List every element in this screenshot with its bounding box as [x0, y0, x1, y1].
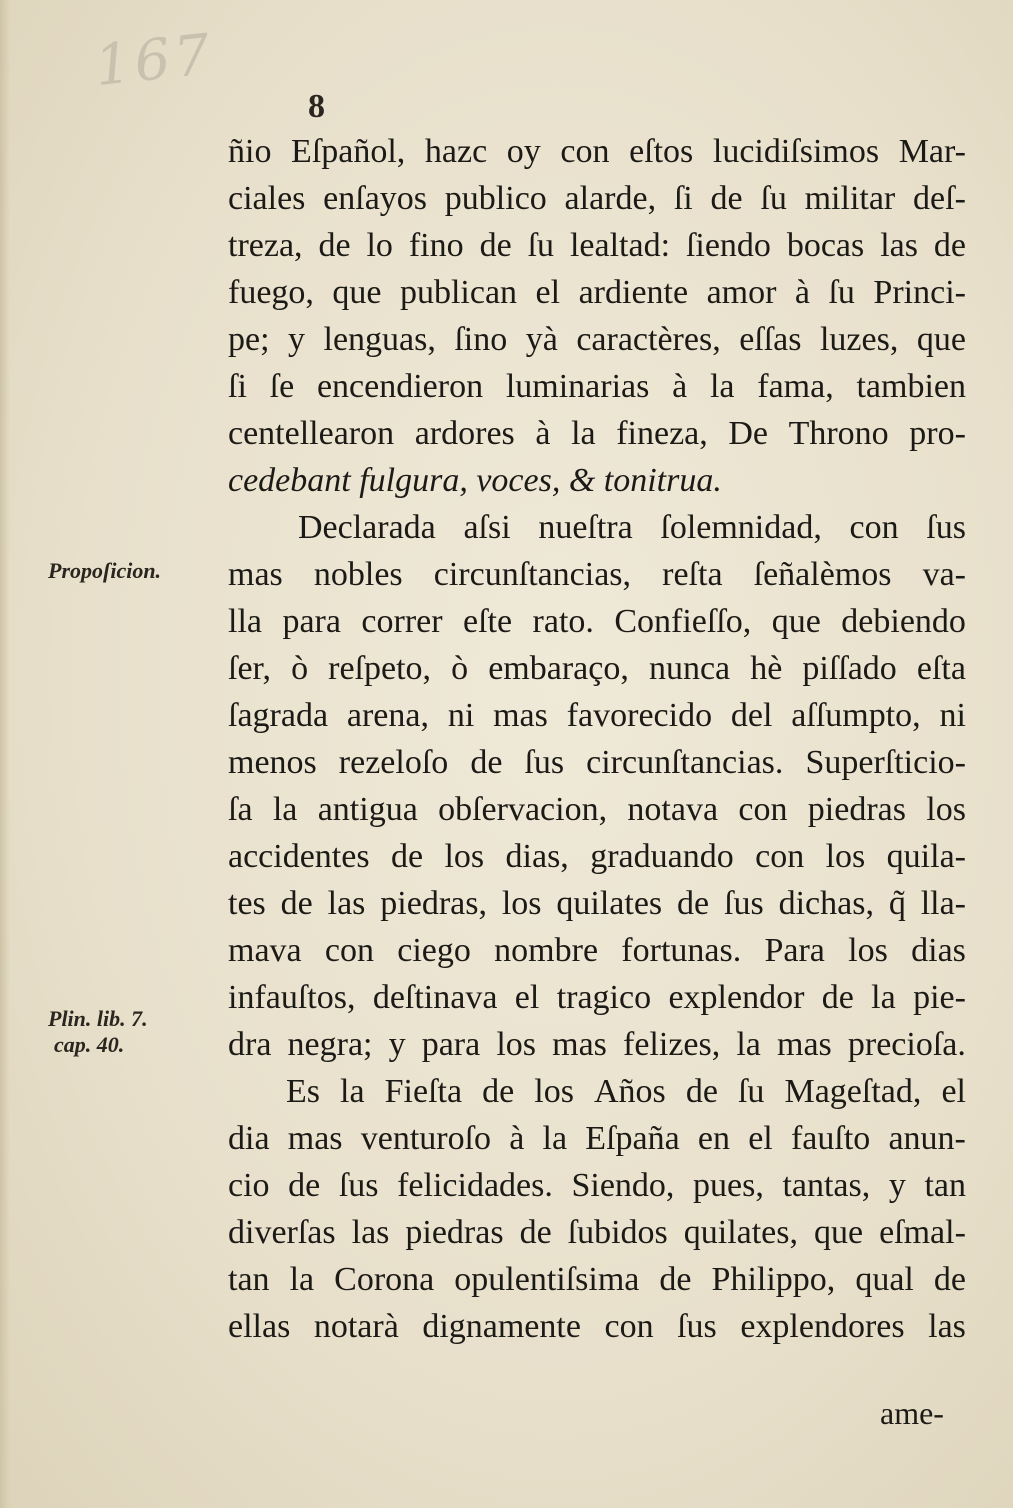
- word: enſayos: [323, 180, 428, 217]
- word: tambien: [856, 368, 966, 405]
- word: Mageſtad,: [784, 1073, 922, 1110]
- word: embaraço,: [488, 650, 629, 687]
- text-line: [228, 833, 966, 880]
- word: el: [941, 1073, 966, 1110]
- word: de: [390, 838, 424, 875]
- word: Para: [764, 932, 825, 969]
- text-line: [228, 692, 966, 739]
- word: à: [794, 274, 810, 311]
- word: anun-: [888, 1120, 966, 1157]
- word: de: [280, 885, 313, 922]
- text-line: [228, 927, 966, 974]
- word: los: [534, 1073, 574, 1110]
- word: las: [880, 227, 918, 264]
- word: de: [470, 744, 503, 781]
- word: notava: [627, 791, 719, 828]
- word: hè: [750, 650, 783, 687]
- word: la: [571, 415, 596, 452]
- word: circunſtancias.: [586, 744, 784, 781]
- word: el: [748, 1120, 773, 1157]
- margin-note-line: cap. 40.: [54, 1032, 125, 1057]
- word: que: [771, 603, 821, 640]
- word: el: [514, 979, 540, 1016]
- word: de: [933, 227, 966, 264]
- word: piedras: [807, 791, 906, 828]
- word: con: [560, 133, 610, 170]
- text-line: [228, 269, 966, 316]
- margin-note-plinio: [48, 1006, 148, 1058]
- word: oy: [506, 133, 541, 170]
- margin-note-text: Propoſicion.: [48, 558, 162, 583]
- word: ſagrada: [228, 697, 329, 734]
- word: antigua: [317, 791, 418, 828]
- word: ſiendo: [685, 227, 771, 264]
- word: Eſpaña: [585, 1120, 680, 1157]
- word: para: [421, 1026, 481, 1063]
- text-line: [228, 598, 966, 645]
- word: ſu: [828, 274, 855, 311]
- word: precioſa.: [847, 1026, 966, 1063]
- word: de: [288, 1167, 321, 1204]
- word: lla: [228, 603, 262, 640]
- word: tantas,: [782, 1167, 871, 1204]
- word: en: [697, 1120, 730, 1157]
- word: la: [272, 791, 298, 828]
- word: Confieſſo,: [614, 603, 752, 640]
- word: ſubidos: [567, 1214, 668, 1251]
- word: deſ-: [913, 180, 966, 217]
- word: de: [479, 227, 512, 264]
- word: venturoſo: [360, 1120, 492, 1157]
- word: ſino: [454, 321, 508, 358]
- word: graduando: [590, 838, 734, 875]
- word: explendor: [668, 979, 805, 1016]
- word: ò: [451, 650, 469, 687]
- text-line: [228, 974, 966, 1021]
- word: ñio: [228, 133, 272, 170]
- catchword: ame-: [880, 1395, 944, 1431]
- word: que: [814, 1214, 864, 1251]
- word: las: [928, 1308, 966, 1345]
- word: ellas: [228, 1308, 291, 1345]
- word: tes: [228, 885, 266, 922]
- word: tragico: [556, 979, 652, 1016]
- word: eſte: [463, 603, 513, 640]
- word: pues,: [693, 1167, 764, 1204]
- word: de: [519, 1214, 552, 1251]
- word: dia: [228, 1120, 270, 1157]
- word: ſe: [269, 368, 295, 405]
- word: treza,: [228, 227, 303, 264]
- text-line-quote: cedebant fulgura, voces, & tonitrua.: [228, 462, 722, 499]
- word: à: [672, 368, 688, 405]
- word: el: [535, 274, 561, 311]
- word: ſer,: [228, 650, 271, 687]
- word: deſtinava: [372, 979, 498, 1016]
- margin-note-line: Plin. lib. 7.: [48, 1006, 148, 1031]
- word: eſtos: [629, 133, 694, 170]
- word: ni: [447, 697, 475, 734]
- word: de: [659, 1261, 692, 1298]
- word: rezeloſo: [338, 744, 449, 781]
- word: ciales: [228, 180, 306, 217]
- word: explendores: [740, 1308, 905, 1345]
- word: publican: [399, 274, 518, 311]
- word: las: [351, 1214, 390, 1251]
- word: los: [848, 932, 888, 969]
- word: las: [327, 885, 366, 922]
- word: lenguas,: [323, 321, 436, 358]
- word: quila-: [886, 838, 966, 875]
- signature-mark: 8: [308, 88, 325, 125]
- word: Fieſta: [384, 1073, 463, 1110]
- text-line: [228, 1209, 966, 1256]
- word: fino: [408, 227, 464, 264]
- word: Años: [594, 1073, 666, 1110]
- word: con: [324, 932, 374, 969]
- word: aſsi: [463, 509, 511, 546]
- word: bocas: [786, 227, 865, 264]
- word: los: [444, 838, 485, 875]
- word: rato.: [532, 603, 594, 640]
- word: los: [496, 1026, 537, 1063]
- word: ſus: [338, 1167, 379, 1204]
- word: lealtad:: [569, 227, 671, 264]
- word: de: [933, 1261, 966, 1298]
- word: con: [755, 838, 805, 875]
- word: con: [849, 509, 899, 546]
- word: dignamente: [422, 1308, 581, 1345]
- word: debiendo: [841, 603, 966, 640]
- word: ſolemnidad,: [660, 509, 822, 546]
- word: piſſado: [802, 650, 897, 687]
- word: los: [501, 885, 542, 922]
- word: diverſas: [228, 1214, 336, 1251]
- word: dichas,: [778, 885, 874, 922]
- text-line: [228, 1115, 966, 1162]
- word: eſta: [916, 650, 966, 687]
- word: la: [871, 979, 896, 1016]
- word: De: [728, 415, 768, 452]
- word: lo: [366, 227, 393, 264]
- word: la: [289, 1261, 315, 1298]
- word: y: [388, 1026, 406, 1063]
- word: q̃: [888, 885, 906, 922]
- word: piedras,: [380, 885, 487, 922]
- word: caractères,: [576, 321, 721, 358]
- text-line: [228, 880, 966, 927]
- word: ſus: [724, 885, 764, 922]
- page-edge-shadow: [0, 0, 10, 1508]
- word: publico: [444, 180, 547, 217]
- word: fineza,: [616, 415, 708, 452]
- word: infauſtos,: [228, 979, 356, 1016]
- word: felicidades.: [397, 1167, 553, 1204]
- word: nueſtra: [538, 509, 633, 546]
- word: Es: [286, 1073, 320, 1110]
- word: y: [288, 321, 306, 358]
- word: aſſumpto,: [791, 697, 921, 734]
- word: arena,: [346, 697, 429, 734]
- text-line: [228, 1303, 966, 1350]
- margin-note-proposicion: [48, 558, 161, 584]
- word: cio: [228, 1167, 270, 1204]
- word: mas: [287, 1120, 343, 1157]
- word: de: [318, 227, 351, 264]
- word: negra;: [287, 1026, 373, 1063]
- word: ſus: [677, 1308, 717, 1345]
- word: dias,: [505, 838, 569, 875]
- word: de: [821, 979, 854, 1016]
- word: nombre: [494, 932, 599, 969]
- word: eſſas: [739, 321, 802, 358]
- text-line: [228, 316, 966, 363]
- word: ò: [291, 650, 309, 687]
- word: ſeñalèmos: [753, 556, 892, 593]
- text-line: [228, 739, 966, 786]
- word: Eſpañol,: [291, 133, 406, 170]
- word: con: [604, 1308, 654, 1345]
- text-line: [228, 363, 966, 410]
- word: yà: [525, 321, 558, 358]
- word: quilates,: [683, 1214, 799, 1251]
- text-line: [228, 1068, 966, 1115]
- word: pe;: [228, 321, 270, 358]
- word: la: [340, 1073, 365, 1110]
- word: Philippo,: [711, 1261, 836, 1298]
- word: eſmal-: [879, 1214, 966, 1251]
- word: Mar-: [898, 133, 966, 170]
- word: mas: [493, 697, 548, 734]
- body-text: [228, 128, 966, 1350]
- handwritten-page-number: 167: [91, 21, 217, 100]
- word: Siendo,: [571, 1167, 675, 1204]
- word: dias: [911, 932, 966, 969]
- word: piedras: [405, 1214, 504, 1251]
- word: ciego: [397, 932, 471, 969]
- word: que: [332, 274, 382, 311]
- text-line: [228, 504, 966, 551]
- word: alarde,: [564, 180, 657, 217]
- word: lla-: [920, 885, 966, 922]
- word: pie-: [913, 979, 966, 1016]
- word: ſus: [524, 744, 565, 781]
- word: fama,: [757, 368, 834, 405]
- word: correr: [361, 603, 443, 640]
- word: favorecido: [566, 697, 713, 734]
- word: tan: [924, 1167, 966, 1204]
- word: mas: [777, 1026, 832, 1063]
- word: ſi: [673, 180, 693, 217]
- word: opulentiſsima: [454, 1261, 640, 1298]
- word: lucidiſsimos: [712, 133, 880, 170]
- word: Throno: [788, 415, 889, 452]
- word: amor: [706, 274, 777, 311]
- word: hazc: [424, 133, 488, 170]
- text-line: [228, 222, 966, 269]
- word: fauſto: [790, 1120, 871, 1157]
- word: fuego,: [228, 274, 314, 311]
- word: nobles: [313, 556, 403, 593]
- text-line: [228, 1021, 966, 1068]
- word: felizes,: [623, 1026, 721, 1063]
- word: la: [736, 1026, 761, 1063]
- word: reſpeto,: [328, 650, 432, 687]
- word: dra: [228, 1026, 272, 1063]
- word: obſervacion,: [438, 791, 608, 828]
- word: nunca: [648, 650, 731, 687]
- text-line: [228, 551, 966, 598]
- word: mas: [228, 556, 283, 593]
- word: del: [730, 697, 773, 734]
- word: ni: [939, 697, 966, 734]
- word: de: [677, 885, 710, 922]
- text-line: [228, 786, 966, 833]
- word: Corona: [334, 1261, 435, 1298]
- word: ſi: [228, 368, 247, 405]
- word: qual: [855, 1261, 914, 1298]
- word: Superſticio-: [805, 744, 966, 781]
- word: con: [738, 791, 788, 828]
- word: circunſtancias,: [433, 556, 632, 593]
- word: de: [482, 1073, 515, 1110]
- word: de: [685, 1073, 718, 1110]
- text-line: [228, 410, 966, 457]
- word: la: [542, 1120, 568, 1157]
- word: va-: [922, 556, 966, 593]
- word: menos: [228, 744, 317, 781]
- text-line: [228, 1162, 966, 1209]
- word: los: [926, 791, 966, 828]
- word: pro-: [909, 415, 966, 452]
- word: quilates: [556, 885, 663, 922]
- word: tan: [228, 1261, 270, 1298]
- word: fortunas.: [621, 932, 742, 969]
- word: los: [825, 838, 866, 875]
- word: encendieron: [316, 368, 484, 405]
- word: accidentes: [228, 838, 370, 875]
- word: que: [916, 321, 966, 358]
- text-line: [228, 1256, 966, 1303]
- word: à: [535, 415, 551, 452]
- word: Declarada: [298, 509, 436, 546]
- word: y: [888, 1167, 906, 1204]
- word: ſu: [527, 227, 555, 264]
- word: Princi-: [873, 274, 966, 311]
- word: notarà: [313, 1308, 399, 1345]
- word: centellearon: [228, 415, 395, 452]
- word: la: [709, 368, 735, 405]
- word: ſu: [760, 180, 787, 217]
- word: luminarias: [505, 368, 650, 405]
- word: de: [710, 180, 743, 217]
- text-line: [228, 175, 966, 222]
- word: mas: [552, 1026, 607, 1063]
- word: ſu: [737, 1073, 765, 1110]
- word: ſus: [926, 509, 966, 546]
- word: ardiente: [578, 274, 689, 311]
- word: reſta: [662, 556, 723, 593]
- word: luzes,: [819, 321, 899, 358]
- word: ſa: [228, 791, 253, 828]
- word: ardores: [414, 415, 515, 452]
- word: militar: [804, 180, 896, 217]
- word: para: [282, 603, 341, 640]
- text-line: [228, 128, 966, 175]
- word: à: [509, 1120, 525, 1157]
- text-line: [228, 645, 966, 692]
- word: mava: [228, 932, 302, 969]
